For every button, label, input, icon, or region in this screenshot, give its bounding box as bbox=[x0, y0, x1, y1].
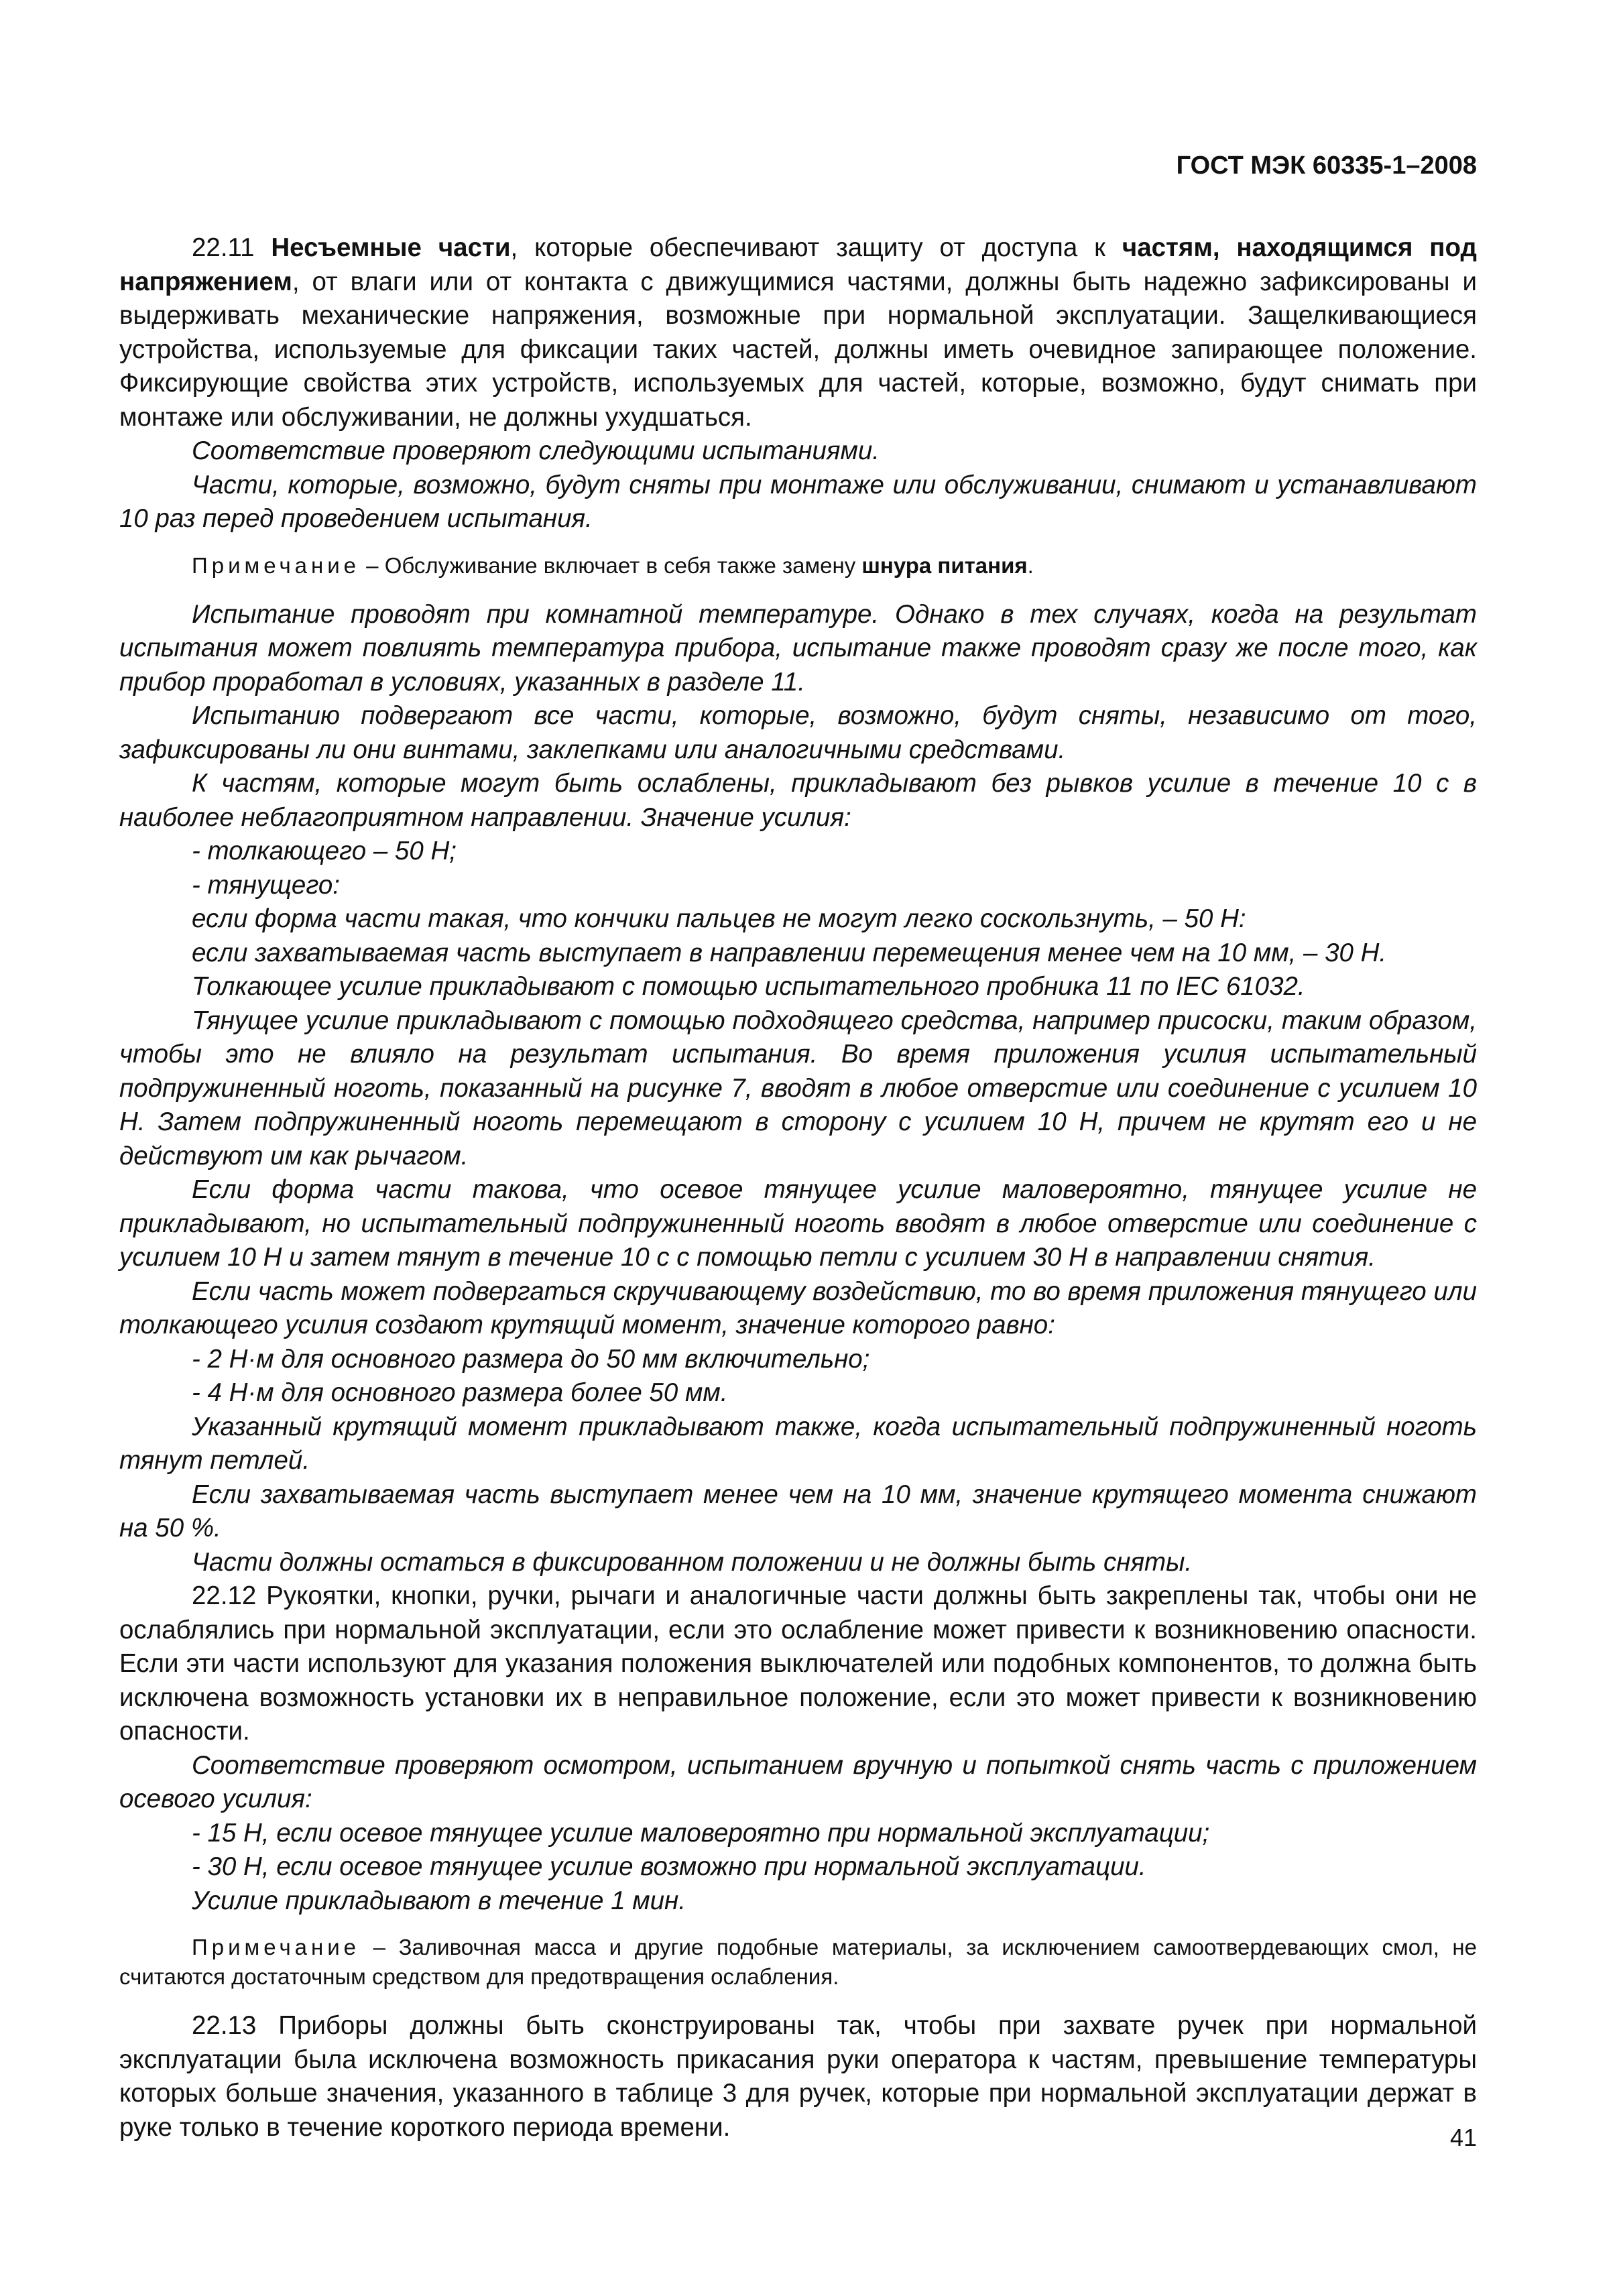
clause-text: , от влаги или от контакта с движущимися частями, должны быть надежно зафиксированы и выдерживать механические напряжения, возможные при нормальной эксплуатации. Защелкивающиеся устройства, используемые для фиксации таких частей, должны иметь очевидное запирающее положение. Фиксирующие свойства этих устройств, используемых для частей, которые, возможно, будут снимать при монтаже или обслуживании, не должны ухудшаться. bbox=[119, 267, 1477, 432]
document-body bbox=[119, 231, 1477, 2144]
list-subitem: если форма части такая, что кончики пальцев не могут легко соскользнуть, – 50 Н: bbox=[192, 904, 1246, 933]
page-number: 41 bbox=[1449, 2124, 1477, 2151]
test-paragraph: Испытанию подвергают все части, которые, возможно, будут сняты, независимо от того, зафиксированы ли они винтами, заклепками или аналогичными средствами. bbox=[119, 701, 1477, 764]
list-subitem: если захватываемая часть выступает в направлении перемещения менее чем на 10 мм, – 30 Н. bbox=[192, 938, 1387, 967]
clause-22-12: 22.12 Рукоятки, кнопки, ручки, рычаги и аналогичные части должны быть закреплены так, чтобы они не ослаблялись при нормальной эксплуатации, если это ослабление может привести к возникновению опасности. Если эти части используют для указания положения выключателей или подобных компонентов, то должна быть исключена возможность установки их в неправильное положение, если это может привести к возникновению опасности. bbox=[119, 1581, 1477, 1746]
test-paragraph: Части, которые, возможно, будут сняты при монтаже или обслуживании, снимают и устанавливают 10 раз перед проведением испытания. bbox=[119, 470, 1477, 533]
note-text: . bbox=[1027, 552, 1034, 578]
test-paragraph: Испытание проводят при комнатной температуре. Однако в тех случаях, когда на результат испытания может повлиять температура прибора, испытание также проводят сразу же после того, как прибор проработал в условиях, указанных в разделе 11. bbox=[119, 599, 1477, 697]
note-text: – Заливочная масса и другие подобные материалы, за исключением самоотвердевающих смол, не считаются достаточным средством для предотвращения ослабления. bbox=[119, 1935, 1477, 1989]
test-paragraph: Тянущее усилие прикладывают с помощью подходящего средства, например присоски, таким образом, чтобы это не влияло на результат испытания. Во время приложения усилия испытательный подпружиненный ноготь, показанный на рисунке 7, вводят в любое отверстие или соединение с усилием 10 Н. Затем подпружиненный ноготь перемещают в сторону с усилием 10 Н, причем не крутят его и не действуют им как рычагом. bbox=[119, 1006, 1477, 1170]
compliance-paragraph: Соответствие проверяют осмотром, испытанием вручную и попыткой снять часть с приложением осевого усилия: bbox=[119, 1750, 1477, 1813]
note-2 bbox=[119, 1933, 1477, 1992]
clause-22-11 bbox=[119, 231, 1477, 434]
clause-text: , которые обеспечивают защиту от доступа к bbox=[510, 233, 1122, 262]
test-paragraph: Толкающее усилие прикладывают с помощью испытательного пробника 11 по IEC 61032. bbox=[192, 972, 1305, 1001]
list-item: - 2 Н·м для основного размера до 50 мм включительно; bbox=[192, 1344, 870, 1374]
page-header-standard-code: ГОСТ МЭК 60335-1–2008 bbox=[1176, 152, 1477, 180]
note-label: Примечание bbox=[192, 552, 361, 578]
clause-number: 22.11 bbox=[192, 233, 272, 262]
test-paragraph: Указанный крутящий момент прикладывают также, когда испытательный подпружиненный ноготь тянут петлей. bbox=[119, 1412, 1477, 1475]
defined-term: частям, находящимся под напряжением bbox=[119, 233, 1477, 296]
note-label: Примечание bbox=[192, 1935, 361, 1959]
list-item: - тянущего: bbox=[192, 870, 340, 900]
list-item: - 30 Н, если осевое тянущее усилие возможно при нормальной эксплуатации. bbox=[192, 1852, 1146, 1881]
clause-22-13: 22.13 Приборы должны быть сконструированы так, чтобы при захвате ручек при нормальной эксплуатации была исключена возможность прикасания руки оператора к частям, превышение температуры которых больше значения, указанного в таблице 3 для ручек, которые при нормальной эксплуатации держат в руке только в течение короткого периода времени. bbox=[119, 2011, 1477, 2142]
list-item: - толкающего – 50 Н; bbox=[192, 837, 457, 865]
list-item: - 15 Н, если осевое тянущее усилие маловероятно при нормальной эксплуатации; bbox=[192, 1818, 1210, 1848]
note-1 bbox=[119, 551, 1477, 581]
test-paragraph: К частям, которые могут быть ослаблены, прикладывают без рывков усилие в течение 10 с в наиболее неблагоприятном направлении. Значение усилия: bbox=[119, 769, 1477, 832]
test-paragraph: Части должны остаться в фиксированном положении и не должны быть сняты. bbox=[192, 1547, 1193, 1577]
compliance-paragraph: Соответствие проверяют следующими испытаниями. bbox=[192, 436, 880, 465]
test-paragraph: Усилие прикладывают в течение 1 мин. bbox=[192, 1886, 686, 1915]
defined-term: Несъемные части bbox=[271, 233, 511, 262]
note-text: – Обслуживание включает в себя также замену bbox=[360, 552, 862, 578]
test-paragraph: Если форма части такова, что осевое тянущее усилие маловероятно, тянущее усилие не прикладывают, но испытательный подпружиненный ноготь вводят в любое отверстие или соединение с усилием 10 Н и затем тянут в течение 10 с с помощью петли с усилием 30 Н в направлении снятия. bbox=[119, 1175, 1477, 1272]
defined-term: шнура питания bbox=[861, 552, 1028, 578]
test-paragraph: Если захватываемая часть выступает менее чем на 10 мм, значение крутящего момента снижают на 50 %. bbox=[119, 1479, 1477, 1543]
list-item: - 4 Н·м для основного размера более 50 мм. bbox=[192, 1378, 728, 1407]
test-paragraph: Если часть может подвергаться скручивающему воздействию, то во время приложения тянущего или толкающего усилия создают крутящий момент, значение которого равно: bbox=[119, 1276, 1477, 1339]
